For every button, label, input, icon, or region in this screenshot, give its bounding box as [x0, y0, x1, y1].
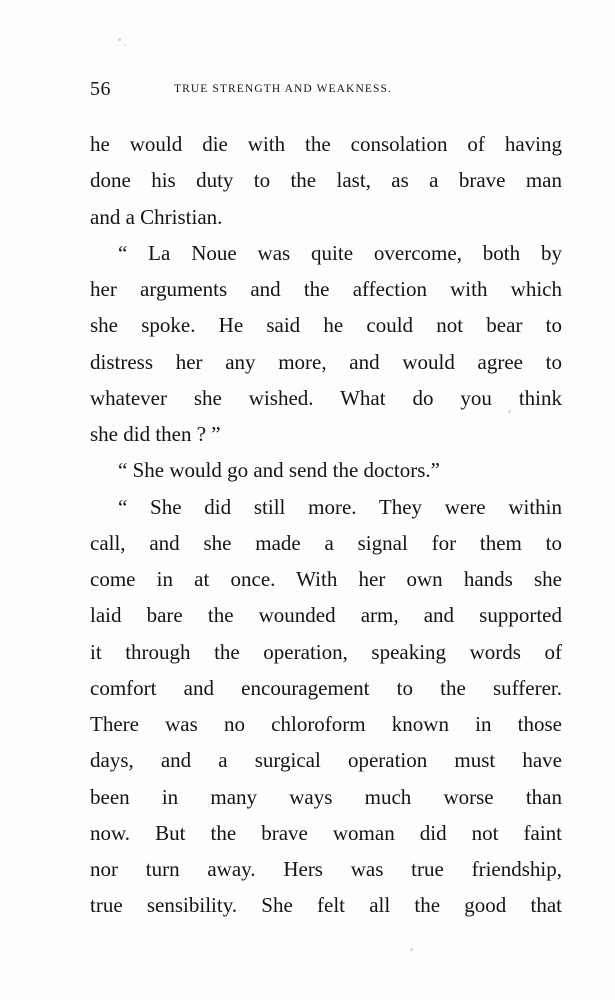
text-line: she did then ? ” [90, 422, 221, 446]
text-line: comfort and encouragement to the sufferer. [90, 675, 562, 700]
text-line: been in many ways much worse than [90, 784, 562, 809]
page-number: 56 [90, 78, 111, 100]
body-text [90, 126, 562, 924]
text-line: days, and a surgical operation must have [90, 748, 562, 773]
text-line: he would die with the consolation of having [90, 132, 562, 156]
text-line: whatever she wished. What do you think [90, 385, 562, 410]
text-line: distress her any more, and would agree to [90, 349, 562, 374]
text-line: “ La Noue was quite overcome, both by [118, 240, 562, 265]
text-line: come in at once. With her own hands she [90, 567, 562, 591]
paper-speck [118, 38, 121, 41]
text-line: her arguments and the affection with which [90, 277, 562, 301]
text-line: laid bare the wounded arm, and supported [90, 603, 562, 628]
text-line: call, and she made a signal for them to [90, 530, 562, 555]
text-line: it through the operation, speaking words of [90, 639, 562, 664]
paper-speck [124, 44, 126, 46]
page-header [90, 74, 560, 104]
text-line: and a Christian. [90, 204, 223, 229]
text-line: she spoke. He said he could not bear to [90, 313, 562, 338]
text-line: There was no chloroform known in those [90, 712, 562, 736]
paper-speck [410, 948, 413, 951]
text-line: “ She did still more. They were within [118, 494, 562, 519]
text-line: true sensibility. She felt all the good that [90, 893, 562, 918]
text-line: now. But the brave woman did not faint [90, 820, 562, 845]
text-line: done his duty to the last, as a brave man [90, 168, 562, 193]
running-head: TRUE STRENGTH AND WEAKNESS. [174, 83, 392, 95]
text-line: nor turn away. Hers was true friendship, [90, 857, 562, 881]
text-line: “ She would go and send the doctors.” [118, 458, 440, 483]
